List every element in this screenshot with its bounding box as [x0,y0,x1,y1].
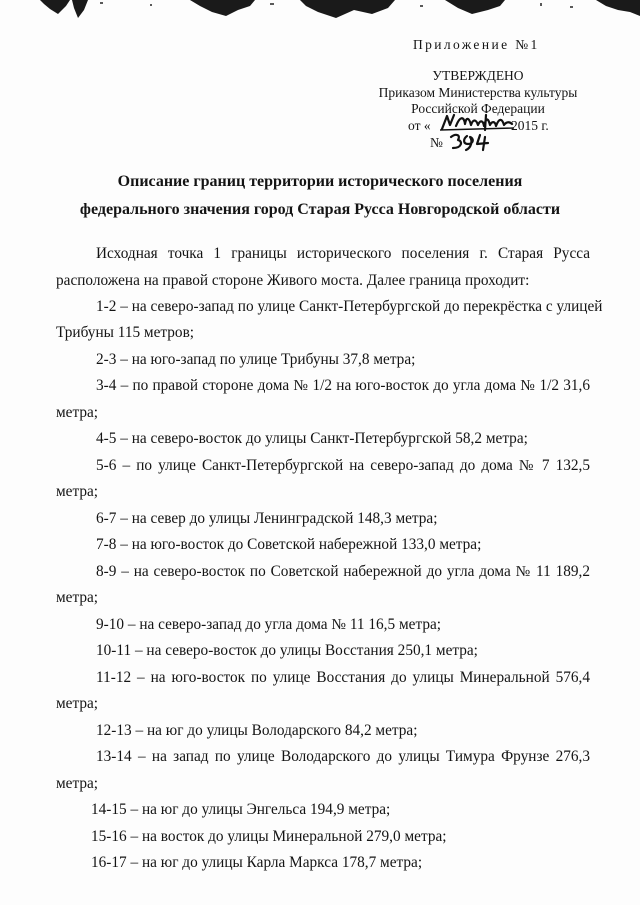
segment-11-12-cont [56,695,590,713]
segment-6-7: 6-7 – на север до улицы Ленинградской 148,3 метра; [96,510,438,527]
segment-3-4-line-2: метра; [56,404,99,421]
segment-13-14 [56,748,590,766]
handwritten-number [448,131,496,153]
approved-label: УТВЕРЖДЕНО [432,68,524,83]
segment-10-11: 10-11 – на северо-восток до улицы Восстания 250,1 метра; [96,642,478,659]
intro-paragraph [56,245,590,263]
segment-2-3: 2-3 – на юго-запад по улице Трибуны 37,8 метра; [96,351,416,368]
segment-4-5: 4-5 – на северо-восток до улицы Санкт-Петербургской 58,2 метра; [96,430,528,447]
segment-3-4-line-1: 3-4 – по правой стороне дома № 1/2 на юго-восток до угла дома № 1/2 31,6 [96,377,590,394]
segment-7-8: 7-8 – на юго-восток до Советской набережной 133,0 метра; [96,536,482,553]
segment-1-2-line-2: Трибуны 115 метров; [56,324,195,341]
order-number-line [376,135,580,152]
segment-8-9 [56,563,590,581]
segment-13-14-line-1: 13-14 – на запад по улице Володарского до улицы Тимура Фрунзе 276,3 [96,748,590,765]
segment-5-6-line-2: метра; [56,483,99,500]
segment-5-6 [56,457,590,475]
approval-block [376,68,580,152]
appendix-label: Приложение №1 [413,37,540,52]
segment-3-4 [56,377,590,395]
segment-9-10: 9-10 – на северо-запад до угла дома № 11 16,5 метра; [96,616,442,633]
date-suffix: 2015 г. [511,117,549,133]
order-line-2: Российской Федерации [411,101,545,117]
scan-artifact-top [0,0,640,26]
segment-8-9-cont [56,589,590,607]
segment-13-14-cont [56,775,590,793]
segment-11-12 [56,669,590,687]
intro-line-1: Исходная точка 1 границы исторического поселения г. Старая Русса [96,245,590,262]
segment-11-12-line-1: 11-12 – на юго-восток по улице Восстания до улицы Минеральной 576,4 [96,669,590,686]
segment-5-6-line-1: 5-6 – по улице Санкт-Петербургской на северо-запад до дома № 7 132,5 [96,457,590,474]
segment-1-2 [56,298,603,316]
segment-5-6-cont [56,483,590,501]
segment-3-4-cont [56,404,590,422]
segment-1-2-line-1: 1-2 – на северо-запад по улице Санкт-Петербургской до перекрёстка с улицей [96,298,603,315]
segment-1-2-cont [56,324,590,342]
date-prefix: от « [408,117,431,133]
number-prefix: № [430,134,443,150]
intro-paragraph-cont [56,272,590,290]
order-line-1: Приказом Министерства культуры [378,84,578,100]
title-line-1: Описание границ территории исторического поселения [117,173,523,190]
segment-8-9-line-1: 8-9 – на северо-восток по Советской набережной до угла дома № 11 189,2 [96,563,590,580]
segment-14-15: 14-15 – на юг до улицы Энгельса 194,9 метра; [91,801,391,818]
segment-15-16: 15-16 – на восток до улицы Минеральной 279,0 метра; [91,828,447,845]
title-line-2: федерального значения город Старая Русса Новгородской области [79,201,561,218]
segment-8-9-line-2: метра; [56,589,99,606]
intro-line-2: расположена на правой стороне Живого моста. Далее граница проходит: [56,272,530,289]
segment-13-14-line-2: метра; [56,775,99,792]
segment-16-17: 16-17 – на юг до улицы Карла Маркса 178,7 метра; [91,854,423,871]
segment-12-13: 12-13 – на юг до улицы Володарского 84,2 метра; [96,722,418,739]
segment-11-12-line-2: метра; [56,695,99,712]
